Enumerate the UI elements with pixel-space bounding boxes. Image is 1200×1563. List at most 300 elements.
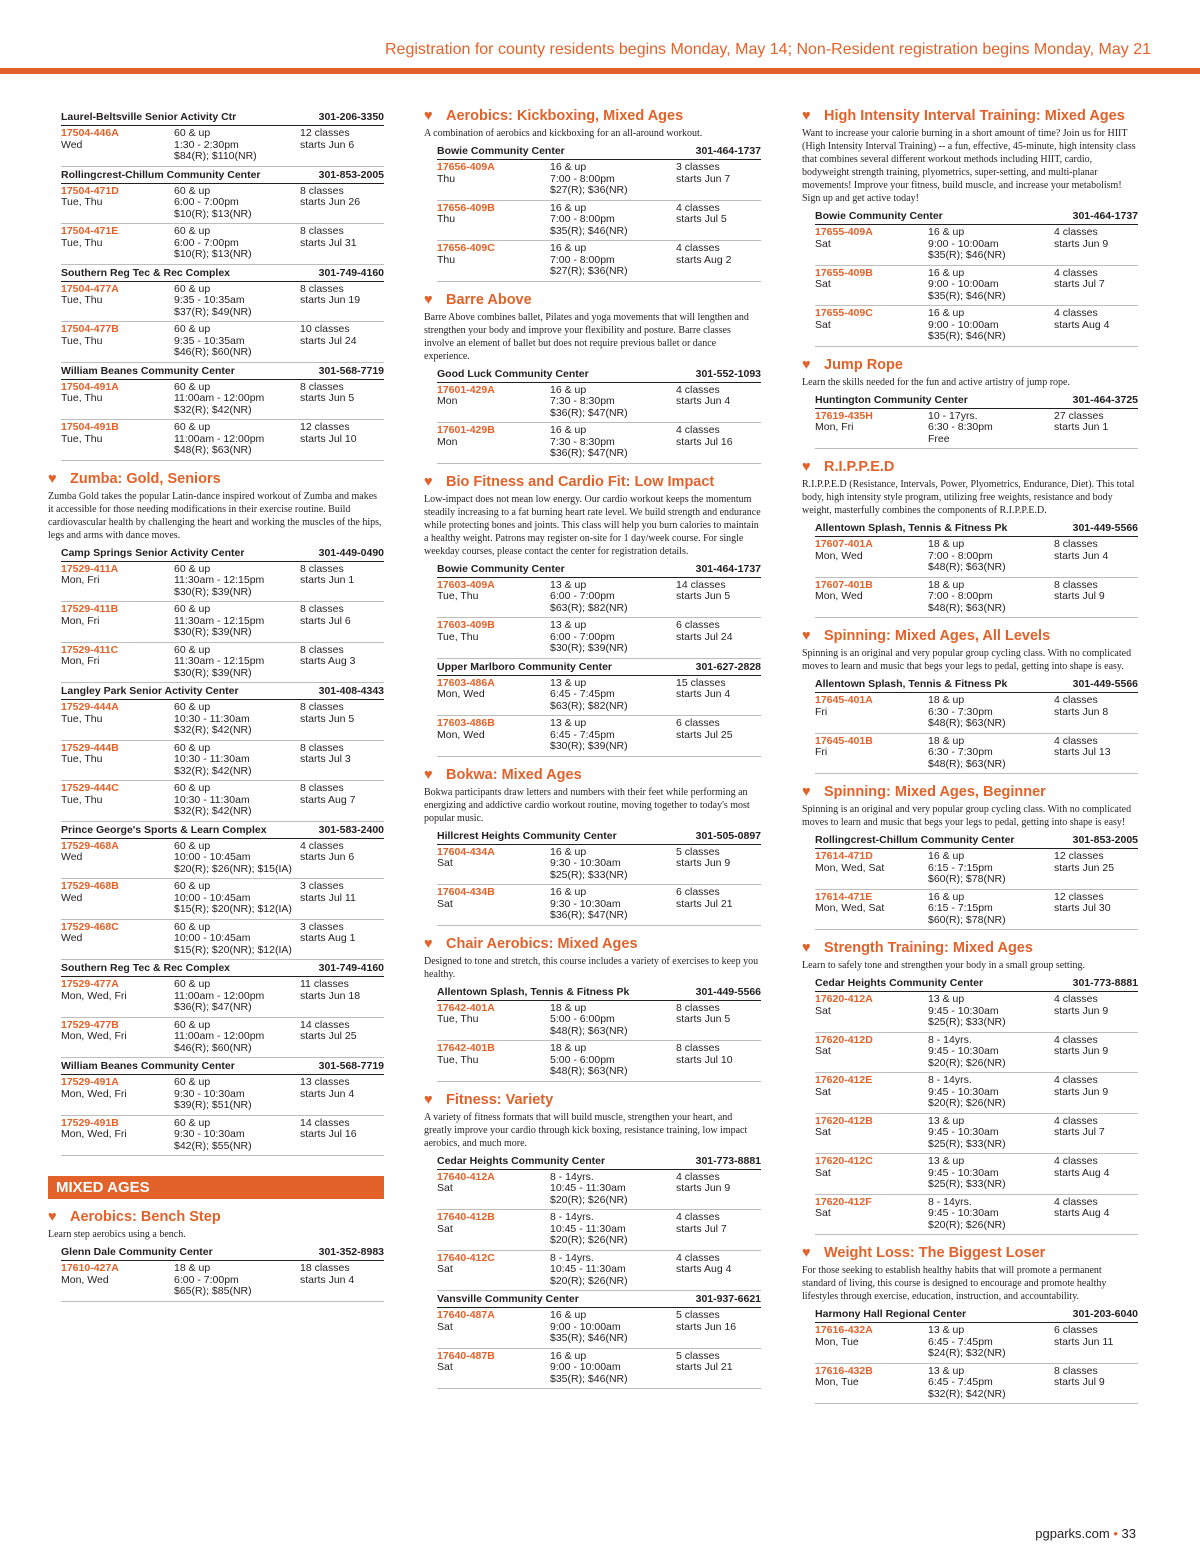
course-code[interactable]: 17645-401B	[815, 734, 873, 747]
start-date: starts Jun 5	[300, 712, 355, 725]
heart-icon: ♥	[424, 1091, 433, 1108]
section-detail-cell	[174, 226, 300, 261]
course-code[interactable]: 17504-446A	[61, 127, 119, 139]
section-session-cell	[300, 783, 384, 818]
class-count: 8 classes	[300, 603, 344, 615]
class-time: 9:00 - 10:00am	[928, 318, 999, 331]
section-detail-cell	[550, 203, 676, 238]
course-code[interactable]: 17620-412B	[815, 1114, 873, 1127]
class-fee: Free	[928, 432, 950, 445]
course-code[interactable]: 17504-491B	[61, 421, 119, 433]
section-id-cell	[815, 736, 928, 771]
start-date: starts Jul 9	[1054, 590, 1105, 602]
course-title	[48, 1209, 384, 1226]
age-range: 60 & up	[174, 421, 211, 433]
venue-phone: 301-206-3350	[318, 111, 384, 123]
section-session-cell	[300, 1118, 384, 1153]
course-title-text: Zumba: Gold, Seniors	[70, 470, 221, 487]
venue-name: Laurel-Beltsville Senior Activity Ctr	[61, 111, 237, 123]
course-code[interactable]: 17529-444C	[61, 782, 119, 794]
class-section-row	[437, 160, 761, 201]
class-count: 12 classes	[1054, 890, 1104, 903]
course-code[interactable]: 17529-411C	[61, 643, 119, 656]
page-footer	[1035, 1526, 1136, 1541]
course-code[interactable]: 17601-429B	[437, 424, 495, 436]
section-id-cell	[815, 1116, 928, 1151]
venue-phone: 301-203-6040	[1072, 1308, 1138, 1320]
section-session-cell	[676, 718, 761, 753]
section-id-cell	[61, 604, 174, 639]
course-code[interactable]: 17619-435H	[815, 409, 873, 422]
start-date: starts Jun 1	[1054, 421, 1109, 433]
section-id-cell	[815, 1156, 928, 1191]
class-time: 7:30 - 8:30pm	[550, 435, 615, 448]
course-code[interactable]: 17529-491B	[61, 1116, 119, 1129]
class-count: 4 classes	[1054, 1155, 1098, 1167]
section-detail-cell	[174, 1020, 300, 1055]
meeting-days: Mon, Tue	[815, 1376, 859, 1388]
class-time: 6:45 - 7:45pm	[550, 728, 615, 741]
venue-phone: 301-464-1737	[695, 562, 761, 575]
class-time: 11:30am - 12:15pm	[174, 614, 265, 627]
venue-block	[437, 143, 761, 282]
course-code[interactable]: 17529-477B	[61, 1018, 119, 1031]
class-time: 6:00 - 7:00pm	[174, 196, 239, 208]
section-id-cell	[815, 1035, 928, 1070]
age-range: 16 & up	[928, 307, 965, 319]
age-range: 8 - 14yrs.	[928, 1033, 972, 1046]
class-fee: $48(R); $63(NR)	[550, 1065, 628, 1077]
class-fee: $84(R); $110(NR)	[174, 150, 257, 162]
meeting-days: Mon, Wed, Fri	[61, 1087, 127, 1100]
section-id-cell	[61, 128, 174, 163]
venue-block	[61, 822, 384, 961]
course-code[interactable]: 17645-401A	[815, 694, 873, 706]
section-session-cell	[1054, 994, 1138, 1029]
start-date: starts Jun 5	[676, 1013, 731, 1025]
course-code[interactable]: 17656-409A	[437, 161, 495, 173]
class-count: 8 classes	[300, 282, 344, 295]
class-count: 6 classes	[676, 619, 720, 631]
venue-header	[61, 1244, 384, 1261]
age-range: 18 & up	[928, 694, 965, 706]
section-detail-cell	[928, 1366, 1054, 1401]
class-time: 10:45 - 11:30am	[550, 1182, 626, 1194]
section-id-cell	[437, 580, 550, 615]
section-session-cell	[300, 1263, 384, 1298]
course-code[interactable]: 17529-468B	[61, 880, 119, 892]
age-range: 16 & up	[550, 845, 587, 858]
class-time: 10:30 - 11:30am	[174, 712, 250, 725]
course-code[interactable]: 17603-486B	[437, 717, 495, 729]
class-count: 4 classes	[676, 201, 720, 214]
section-id-cell	[61, 1263, 174, 1298]
start-date: starts Jun 1	[300, 574, 355, 586]
heart-icon: ♥	[424, 108, 433, 124]
course-code[interactable]: 17642-401B	[437, 1042, 495, 1054]
course-code[interactable]: 17655-409A	[815, 226, 873, 238]
venue-name: Prince George's Sports & Learn Complex	[61, 823, 267, 836]
start-date: starts Jul 7	[676, 1222, 727, 1235]
class-time: 6:00 - 7:00pm	[174, 236, 239, 249]
class-fee: $46(R); $60(NR)	[174, 1041, 252, 1054]
age-range: 60 & up	[174, 701, 211, 713]
class-count: 4 classes	[676, 424, 720, 436]
meeting-days: Tue, Thu	[437, 1013, 479, 1025]
meeting-days: Sat	[437, 1222, 453, 1235]
course-code[interactable]: 17656-409C	[437, 242, 495, 254]
course-code[interactable]: 17656-409B	[437, 201, 495, 214]
section-detail-cell	[174, 979, 300, 1014]
section-detail-cell	[928, 1197, 1054, 1232]
venue-header	[815, 208, 1138, 225]
class-time: 9:45 - 10:30am	[928, 1004, 999, 1017]
class-count: 6 classes	[676, 717, 720, 729]
section-session-cell	[300, 226, 384, 261]
venue-block	[61, 683, 384, 822]
venue-phone: 301-449-5566	[695, 985, 761, 998]
section-session-cell	[676, 1043, 761, 1078]
age-range: 8 - 14yrs.	[550, 1211, 594, 1223]
course-code[interactable]: 17529-444A	[61, 701, 119, 713]
class-count: 4 classes	[1054, 1074, 1098, 1086]
course-code[interactable]: 17607-401A	[815, 538, 873, 550]
venue-name: Rollingcrest-Chillum Community Center	[815, 834, 1015, 846]
course-code[interactable]: 17640-487B	[437, 1349, 495, 1362]
class-count: 11 classes	[300, 978, 349, 990]
course-code[interactable]: 17640-412A	[437, 1170, 495, 1183]
class-count: 18 classes	[300, 1262, 350, 1274]
section-session-cell	[1054, 1035, 1138, 1070]
course-code[interactable]: 17529-468C	[61, 920, 119, 933]
age-range: 60 & up	[174, 380, 211, 393]
course-code[interactable]: 17640-412B	[437, 1211, 495, 1223]
section-detail-cell	[174, 645, 300, 680]
section-detail-cell	[550, 162, 676, 197]
course-code[interactable]: 17504-471D	[61, 184, 119, 197]
section-id-cell	[815, 851, 928, 886]
class-time: 11:00am - 12:00pm	[174, 432, 265, 445]
age-range: 16 & up	[928, 890, 965, 903]
section-session-cell	[676, 1172, 761, 1207]
start-date: starts Jul 11	[300, 891, 356, 904]
meeting-days: Tue, Thu	[61, 432, 103, 445]
section-session-cell	[676, 847, 761, 882]
section-detail-cell	[928, 227, 1054, 262]
start-date: starts Jul 7	[1054, 1126, 1105, 1138]
class-section-row	[61, 184, 384, 225]
course-code[interactable]: 17620-412F	[815, 1195, 872, 1208]
class-fee: $35(R); $46(NR)	[928, 289, 1006, 302]
section-session-cell	[676, 1351, 761, 1386]
course-code[interactable]: 17604-434B	[437, 886, 495, 898]
heart-icon: ♥	[802, 459, 811, 475]
class-time: 11:30am - 12:15pm	[174, 574, 265, 586]
class-count: 13 classes	[300, 1076, 350, 1088]
section-session-cell	[1054, 227, 1138, 262]
course-code[interactable]: 17504-471E	[61, 225, 119, 237]
meeting-days: Sat	[815, 237, 831, 250]
age-range: 8 - 14yrs.	[928, 1195, 972, 1208]
age-range: 18 & up	[550, 1042, 587, 1054]
class-section-row	[437, 1251, 761, 1292]
course-code[interactable]: 17640-487A	[437, 1309, 495, 1321]
age-range: 8 - 14yrs.	[550, 1251, 594, 1264]
section-detail-cell	[928, 1156, 1054, 1191]
start-date: starts Aug 4	[1054, 1207, 1110, 1219]
course-code[interactable]: 17642-401A	[437, 1001, 495, 1014]
age-range: 60 & up	[174, 282, 211, 295]
footer-site[interactable]: pgparks.com	[1035, 1526, 1110, 1541]
venue-header	[61, 960, 384, 977]
class-fee: $63(R); $82(NR)	[550, 601, 628, 614]
section-session-cell	[1054, 1156, 1138, 1191]
course-code[interactable]: 17620-412A	[815, 993, 873, 1005]
course-title-text: Weight Loss: The Biggest Loser	[824, 1245, 1046, 1261]
class-time: 11:00am - 12:00pm	[174, 1030, 265, 1042]
venue-phone: 301-773-8881	[1072, 977, 1138, 989]
class-section-row	[437, 1170, 761, 1211]
start-date: starts Jun 18	[300, 989, 361, 1002]
course-code[interactable]: 17504-477A	[61, 282, 119, 295]
class-time: 9:45 - 10:30am	[928, 1045, 999, 1057]
meeting-days: Mon, Wed, Sat	[815, 861, 885, 874]
section-detail-cell	[174, 1118, 300, 1153]
section-detail-cell	[174, 284, 300, 319]
section-detail-cell	[174, 922, 300, 957]
class-fee: $36(R); $47(NR)	[550, 909, 628, 921]
section-detail-cell	[550, 1172, 676, 1207]
meeting-days: Tue, Thu	[61, 334, 103, 347]
age-range: 16 & up	[928, 850, 965, 862]
class-fee: $39(R); $51(NR)	[174, 1099, 252, 1111]
venue-header	[815, 392, 1138, 409]
start-date: starts Jun 5	[676, 590, 731, 602]
start-date: starts Jun 9	[1054, 1085, 1109, 1098]
meeting-days: Tue, Thu	[61, 712, 103, 725]
course-code[interactable]: 17610-427A	[61, 1262, 119, 1274]
venue-header	[61, 363, 384, 380]
section-id-cell	[437, 718, 550, 753]
class-fee: $35(R); $46(NR)	[928, 249, 1006, 261]
age-range: 60 & up	[174, 562, 211, 575]
section-session-cell	[1054, 736, 1138, 771]
section-detail-cell	[174, 1077, 300, 1112]
course-code[interactable]: 17604-434A	[437, 845, 495, 858]
section-session-cell	[676, 887, 761, 922]
section-detail-cell	[928, 1035, 1054, 1070]
venue-phone: 301-568-7719	[318, 364, 384, 377]
class-fee: $30(R); $39(NR)	[550, 740, 628, 752]
course-code[interactable]: 17601-429A	[437, 383, 495, 396]
class-time: 7:00 - 8:00pm	[928, 549, 993, 562]
section-session-cell	[300, 743, 384, 778]
class-section-row	[815, 1154, 1138, 1195]
venue-name: Cedar Heights Community Center	[437, 1154, 606, 1167]
meeting-days: Wed	[61, 932, 83, 944]
class-count: 4 classes	[1054, 993, 1098, 1005]
venue-header	[815, 1306, 1138, 1323]
age-range: 60 & up	[174, 603, 211, 615]
section-detail-cell	[928, 268, 1054, 303]
class-count: 4 classes	[676, 1211, 720, 1223]
course-code[interactable]: 17529-444B	[61, 741, 119, 754]
class-section-row	[437, 885, 761, 926]
section-id-cell	[437, 1212, 550, 1247]
course-code[interactable]: 17614-471D	[815, 850, 873, 862]
meeting-days: Tue, Thu	[61, 392, 103, 404]
section-session-cell	[676, 1003, 761, 1038]
venue-phone: 301-749-4160	[318, 266, 384, 279]
age-range: 60 & up	[174, 1018, 211, 1031]
age-range: 16 & up	[550, 161, 587, 173]
venue-name: William Beanes Community Center	[61, 364, 235, 377]
section-id-cell	[61, 841, 174, 876]
venue-name: Southern Reg Tec & Rec Complex	[61, 266, 231, 279]
class-section-row	[61, 126, 384, 167]
age-range: 16 & up	[928, 226, 965, 238]
section-id-cell	[61, 1077, 174, 1112]
heart-icon: ♥	[424, 766, 433, 783]
course-code[interactable]: 17620-412E	[815, 1074, 873, 1086]
course-description: Designed to tone and stretch, this course includes a variety of exercises to keep you healthy.	[424, 955, 759, 980]
course-description: For those seeking to establish healthy habits that will promote a permanent standard of living, this course is designed to encourage and promote healthy lifestyles through exercise, education, instruction, and accountability.	[802, 1265, 1107, 1302]
course-code[interactable]: 17504-491A	[61, 380, 119, 393]
start-date: starts Aug 3	[300, 655, 356, 667]
section-session-cell	[676, 1253, 761, 1288]
section-detail-cell	[928, 994, 1054, 1029]
section-detail-cell	[550, 847, 676, 882]
age-range: 60 & up	[174, 323, 211, 335]
meeting-days: Thu	[437, 172, 456, 185]
venue-header	[61, 265, 384, 282]
section-session-cell	[300, 979, 384, 1014]
section-id-cell	[437, 847, 550, 882]
course-code[interactable]: 17529-468A	[61, 839, 119, 852]
age-range: 60 & up	[174, 978, 211, 990]
venue-name: Bowie Community Center	[815, 210, 943, 222]
class-section-row	[61, 420, 384, 461]
venue-name: Cedar Heights Community Center	[815, 977, 984, 989]
class-fee: $48(R); $63(NR)	[928, 601, 1006, 614]
venue-header	[815, 676, 1138, 693]
section-session-cell	[676, 580, 761, 615]
course-code[interactable]: 17616-432A	[815, 1324, 873, 1336]
class-count: 4 classes	[1054, 734, 1098, 747]
class-fee: $48(R); $63(NR)	[928, 757, 1006, 770]
section-detail-cell	[174, 881, 300, 916]
course-code[interactable]: 17607-401B	[815, 578, 873, 591]
section-detail-cell	[174, 743, 300, 778]
class-time: 6:00 - 7:00pm	[550, 630, 615, 643]
section-session-cell	[1054, 1116, 1138, 1151]
class-count: 8 classes	[300, 741, 344, 754]
course-code[interactable]: 17603-409B	[437, 619, 495, 631]
course-code[interactable]: 17655-409B	[815, 266, 873, 279]
start-date: starts Jul 21	[676, 1361, 733, 1373]
meeting-days: Mon, Wed, Fri	[61, 1030, 127, 1042]
class-fee: $36(R); $47(NR)	[550, 406, 628, 419]
section-id-cell	[61, 324, 174, 359]
venue-block	[815, 392, 1138, 450]
venue-header	[437, 659, 761, 676]
venue-header	[437, 561, 761, 578]
course-code[interactable]: 17603-486A	[437, 676, 495, 689]
class-fee: $48(R); $63(NR)	[928, 561, 1006, 573]
class-count: 3 classes	[676, 161, 720, 173]
class-fee: $36(R); $47(NR)	[550, 447, 628, 459]
course-code[interactable]: 17529-477A	[61, 978, 119, 990]
class-time: 10:00 - 10:45am	[174, 851, 251, 863]
age-range: 18 & up	[928, 734, 965, 747]
class-section-row	[61, 1116, 384, 1157]
class-fee: $27(R); $36(NR)	[550, 265, 628, 277]
section-id-cell	[61, 564, 174, 599]
start-date: starts Jun 9	[676, 1182, 731, 1194]
section-detail-cell	[174, 422, 300, 457]
class-section-row	[437, 578, 761, 619]
course-code[interactable]: 17620-412C	[815, 1155, 873, 1167]
venue-phone: 301-627-2828	[695, 660, 761, 673]
section-id-cell	[815, 1366, 928, 1401]
class-section-row	[815, 1323, 1138, 1364]
section-id-cell	[61, 702, 174, 737]
section-detail-cell	[928, 411, 1054, 446]
section-detail-cell	[550, 385, 676, 420]
course-code[interactable]: 17529-411B	[61, 603, 119, 615]
class-section-row	[61, 741, 384, 782]
class-section-row	[437, 383, 761, 424]
class-fee: $10(R); $13(NR)	[174, 207, 252, 220]
class-time: 7:00 - 8:00pm	[550, 172, 615, 185]
course-code[interactable]: 17529-411A	[61, 562, 119, 575]
class-count: 4 classes	[1054, 266, 1098, 279]
start-date: starts Jul 16	[300, 1128, 357, 1140]
start-date: starts Jul 10	[300, 432, 357, 445]
class-fee: $10(R); $13(NR)	[174, 248, 252, 260]
course-code[interactable]: 17504-477B	[61, 323, 119, 335]
course-code[interactable]: 17614-471E	[815, 890, 873, 903]
start-date: starts Aug 4	[676, 1263, 732, 1275]
section-id-cell	[61, 284, 174, 319]
class-count: 12 classes	[1054, 850, 1104, 862]
class-fee: $35(R); $46(NR)	[550, 224, 628, 237]
age-range: 16 & up	[550, 1349, 587, 1362]
section-id-cell	[815, 580, 928, 615]
course-code[interactable]: 17616-432B	[815, 1364, 873, 1377]
class-time: 6:30 - 7:30pm	[928, 705, 993, 718]
age-range: 8 - 14yrs.	[928, 1074, 972, 1086]
venue-header	[815, 520, 1138, 537]
section-session-cell	[300, 604, 384, 639]
course-code[interactable]: 17655-409C	[815, 307, 873, 319]
venue-block	[437, 366, 761, 464]
class-time: 6:45 - 7:45pm	[928, 1376, 993, 1388]
class-count: 8 classes	[300, 184, 344, 197]
course-code[interactable]: 17603-409A	[437, 578, 495, 591]
course-code[interactable]: 17620-412D	[815, 1033, 873, 1046]
course-code[interactable]: 17529-491A	[61, 1076, 119, 1088]
class-section-row	[61, 977, 384, 1018]
course-title	[424, 936, 761, 953]
section-detail-cell	[550, 620, 676, 655]
venue-header	[815, 975, 1138, 992]
start-date: starts Jul 24	[300, 334, 357, 347]
venue-name: Upper Marlboro Community Center	[437, 660, 613, 673]
course-code[interactable]: 17640-412C	[437, 1251, 495, 1264]
meeting-days: Tue, Thu	[61, 793, 103, 806]
class-section-row	[437, 1308, 761, 1349]
